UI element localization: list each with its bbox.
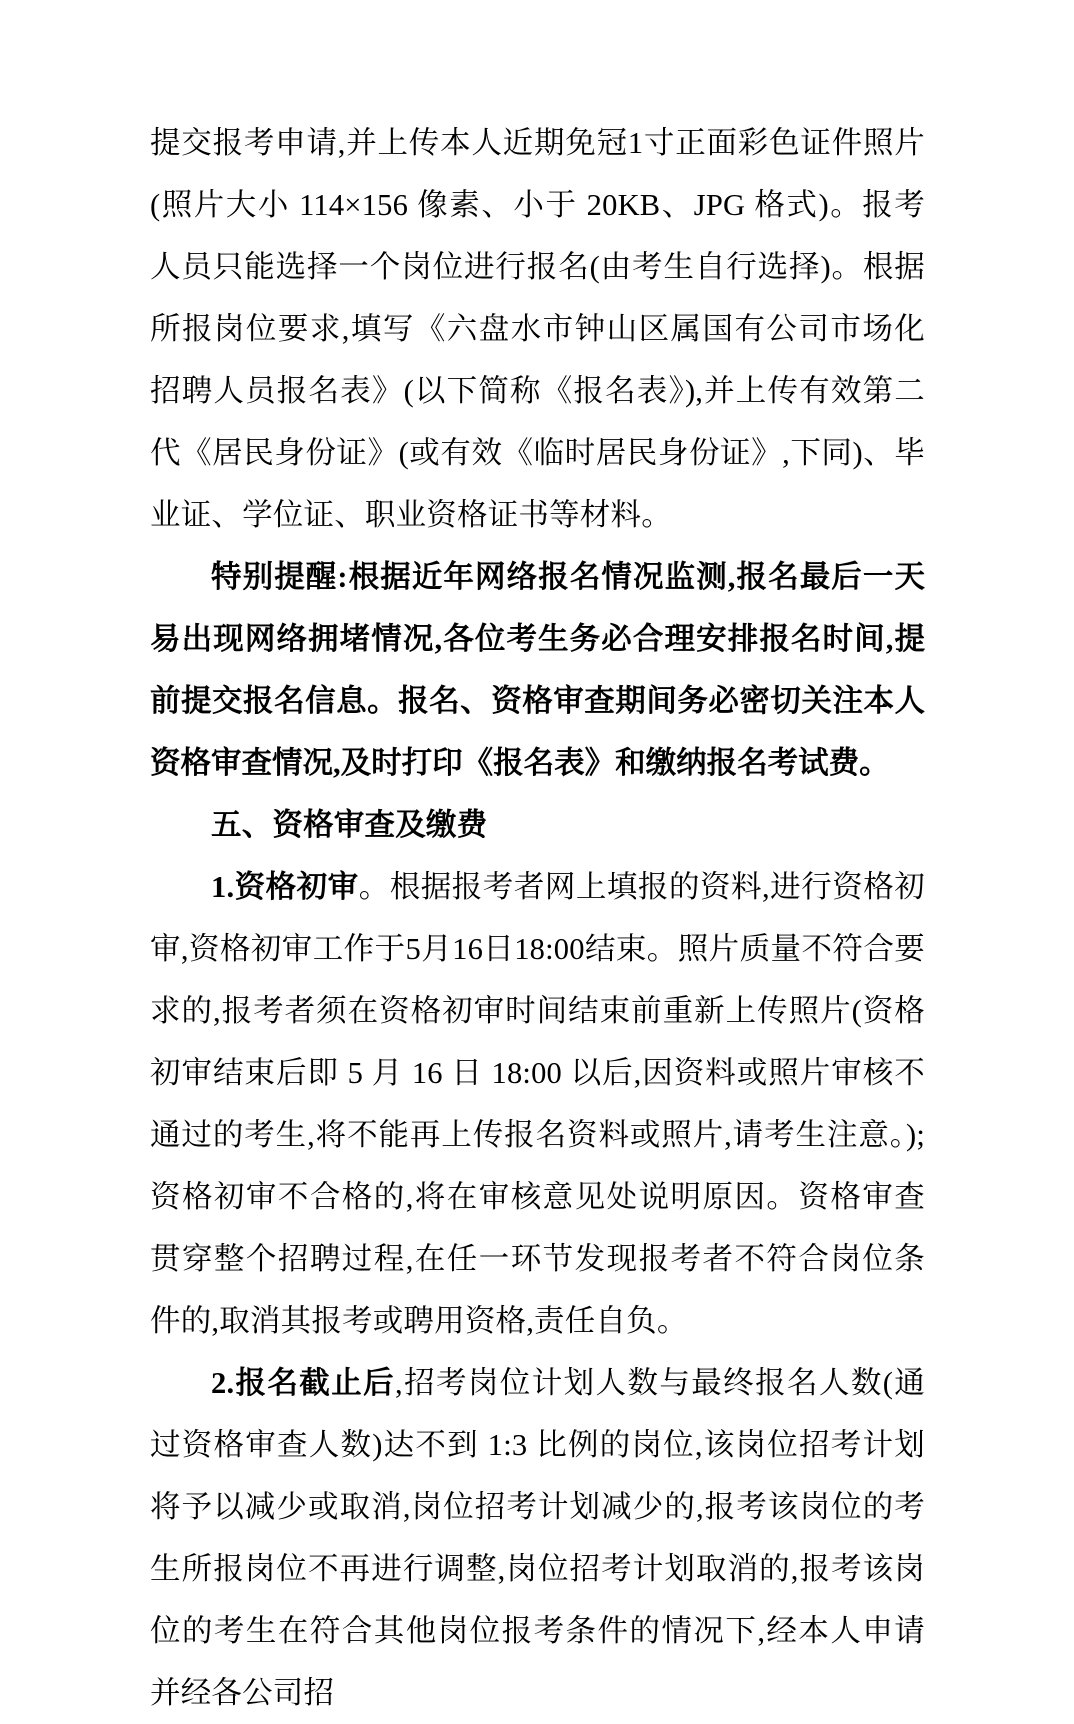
paragraph-special-reminder [150,546,925,794]
initial-review-text: 。根据报考者网上填报的资料,进行资格初审,资格初审工作于5月16日18:00结束。照片质量不符合要求的,报考者须在资格初审时间结束前重新上传照片(资格初审结束后即 5 月 16 日 18:00 以后,因资料或照片审核不通过的考生,将不能再上传报名资料或照片,请考生注意。);资格初审不合格的,将在审核意见处说明原因。资格审查贯穿整个招聘过程,在任一环节发现报考者不符合岗位条件的,取消其报考或聘用资格,责任自负。 [150,870,925,1338]
heading-section-five: 五、资格审查及缴费 [211,808,488,842]
initial-review-lead: 1.资格初审 [211,870,359,904]
after-deadline-text: ,招考岗位计划人数与最终报名人数(通过资格审查人数)达不到 1:3 比例的岗位,该岗位招考计划将予以减少或取消,岗位招考计划减少的,报考该岗位的考生所报岗位不再进行调整,岗位招考计划取消的,报考该岗位的考生在符合其他岗位报考条件的情况下,经本人申请并经各公司招 [150,1366,925,1710]
after-deadline-lead: 2.报名截止后 [211,1366,396,1400]
paragraph-initial-review [150,856,925,1352]
paragraph-registration-upload: 提交报考申请,并上传本人近期免冠1寸正面彩色证件照片(照片大小 114×156 像素、小于 20KB、JPG 格式)。报考人员只能选择一个岗位进行报名(由考生自行选择)。根据所报岗位要求,填写《六盘水市钟山区属国有公司市场化招聘人员报名表》(以下简称《报名表》),并上传有效第二代《居民身份证》(或有效《临时居民身份证》,下同)、毕业证、学位证、职业资格证书等材料。 [150,126,925,532]
special-reminder-lead: 特别提醒: [211,560,348,594]
special-reminder-text: 根据近年网络报名情况监测,报名最后一天易出现网络拥堵情况,各位考生务必合理安排报名时间,提前提交报名信息。报名、资格审查期间务必密切关注本人资格审查情况,及时打印《报名表》和缴纳报名考试费。 [150,560,925,780]
paragraph-after-deadline [150,1352,925,1724]
document-body [150,112,925,1724]
